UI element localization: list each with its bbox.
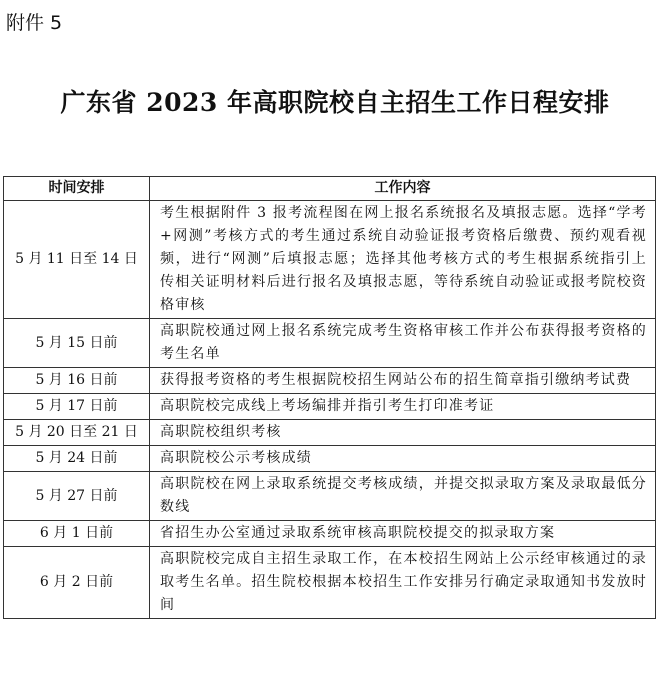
table-row xyxy=(4,201,656,319)
table-row xyxy=(4,521,656,547)
row-content: 省招生办公室通过录取系统审核高职院校提交的拟录取方案 xyxy=(150,521,656,547)
row-time: 5 月 17 日前 xyxy=(4,394,150,420)
row-time: 6 月 2 日前 xyxy=(4,547,150,619)
table-row xyxy=(4,394,656,420)
table-row xyxy=(4,319,656,368)
table-row xyxy=(4,368,656,394)
row-time: 5 月 20 日至 21 日 xyxy=(4,420,150,446)
row-time: 6 月 1 日前 xyxy=(4,521,150,547)
row-content: 高职院校完成线上考场编排并指引考生打印准考证 xyxy=(150,394,656,420)
attachment-label: 附件 5 xyxy=(6,12,63,34)
row-time: 5 月 16 日前 xyxy=(4,368,150,394)
table-row xyxy=(4,472,656,521)
row-time: 5 月 24 日前 xyxy=(4,446,150,472)
row-content: 高职院校完成自主招生录取工作，在本校招生网站上公示经审核通过的录取考生名单。招生院校根据本校招生工作安排另行确定录取通知书发放时间 xyxy=(150,547,656,619)
row-content: 获得报考资格的考生根据院校招生网站公布的招生简章指引缴纳考试费 xyxy=(150,368,656,394)
table-row xyxy=(4,547,656,619)
row-content: 考生根据附件 3 报考流程图在网上报名系统报名及填报志愿。选择“学考+网测”考核方式的考生通过系统自动验证报考资格后缴费、预约观看视频，进行“网测”后填报志愿；选择其他考核方式的考生根据系统指引上传相关证明材料后进行报名及填报志愿，等待系统自动验证或报考院校资格审核 xyxy=(150,201,656,319)
row-content: 高职院校组织考核 xyxy=(150,420,656,446)
schedule-table xyxy=(3,176,656,619)
table-row xyxy=(4,420,656,446)
table-header-row xyxy=(4,177,656,201)
row-content: 高职院校通过网上报名系统完成考生资格审核工作并公布获得报考资格的考生名单 xyxy=(150,319,656,368)
header-time: 时间安排 xyxy=(4,177,150,201)
row-time: 5 月 27 日前 xyxy=(4,472,150,521)
table-row xyxy=(4,446,656,472)
row-time: 5 月 11 日至 14 日 xyxy=(4,201,150,319)
row-content: 高职院校在网上录取系统提交考核成绩，并提交拟录取方案及录取最低分数线 xyxy=(150,472,656,521)
row-time: 5 月 15 日前 xyxy=(4,319,150,368)
header-content: 工作内容 xyxy=(150,177,656,201)
document-title: 广东省 2023 年高职院校自主招生工作日程安排 xyxy=(60,88,610,117)
row-content: 高职院校公示考核成绩 xyxy=(150,446,656,472)
